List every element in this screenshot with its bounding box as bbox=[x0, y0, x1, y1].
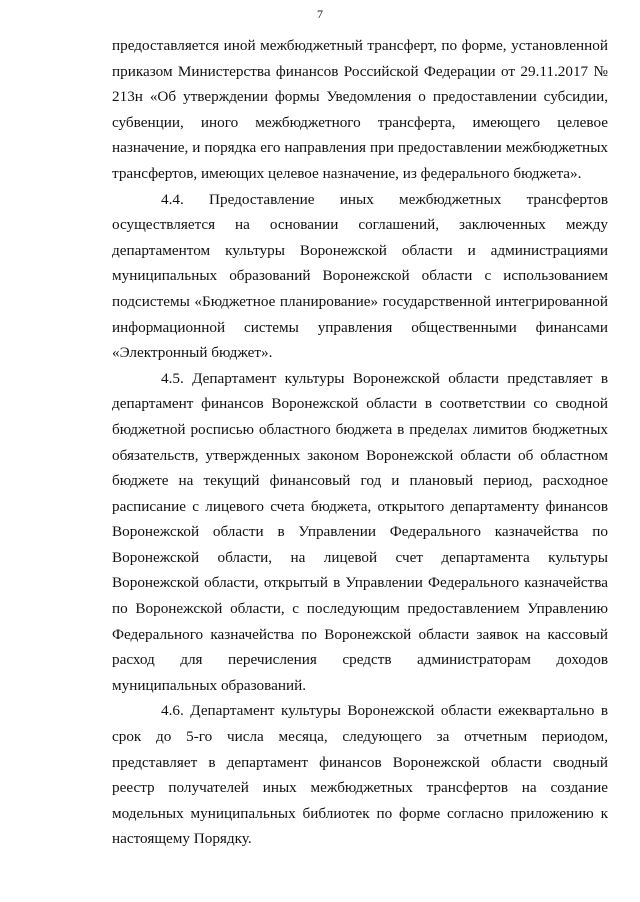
document-body bbox=[112, 33, 608, 852]
paragraph-4-5: 4.5. Департамент культуры Воронежской области представляет в департамент финансов Воронежской области в соответствии со сводной бюджетной росписью областного бюджета в пределах лимитов бюджетных обязательств, утвержденных законом Воронежской области об областном бюджете на текущий финансовый год и плановый период, расходное расписание с лицевого счета бюджета, открытого департаменту финансов Воронежской области в Управлении Федерального казначейства по Воронежской области, на лицевой счет департамента культуры Воронежской области, открытый в Управлении Федерального казначейства по Воронежской области, с последующим предоставлением Управлению Федерального казначейства по Воронежской области заявок на кассовый расход для перечисления средств администраторам доходов муниципальных образований. bbox=[112, 369, 608, 694]
page-number: 7 bbox=[317, 7, 323, 21]
paragraph-continuation: предоставляется иной межбюджетный трансферт, по форме, установленной приказом Министерства финансов Российской Федерации от 29.11.2017 № 213н «Об утверждении формы Уведомления о предоставлении субсидии, субвенции, иного межбюджетного трансферта, имеющего целевое назначение, и порядка его направления при предоставлении межбюджетных трансфертов, имеющих целевое назначение, из федерального бюджета». bbox=[112, 37, 608, 182]
paragraph-4-6: 4.6. Департамент культуры Воронежской области ежеквартально в срок до 5-го числа месяца, следующего за отчетным периодом, представляет в департамент финансов Воронежской области сводный реестр получателей иных межбюджетных трансфертов на создание модельных муниципальных библиотек по форме согласно приложению к настоящему Порядку. bbox=[112, 702, 608, 848]
paragraph-4-4: 4.4. Предоставление иных межбюджетных трансфертов осуществляется на основании соглашений, заключенных между департаментом культуры Воронежской области и администрациями муниципальных образований Воронежской области с использованием подсистемы «Бюджетное планирование» государственной интегрированной информационной системы управления общественными финансами «Электронный бюджет». bbox=[112, 190, 608, 362]
